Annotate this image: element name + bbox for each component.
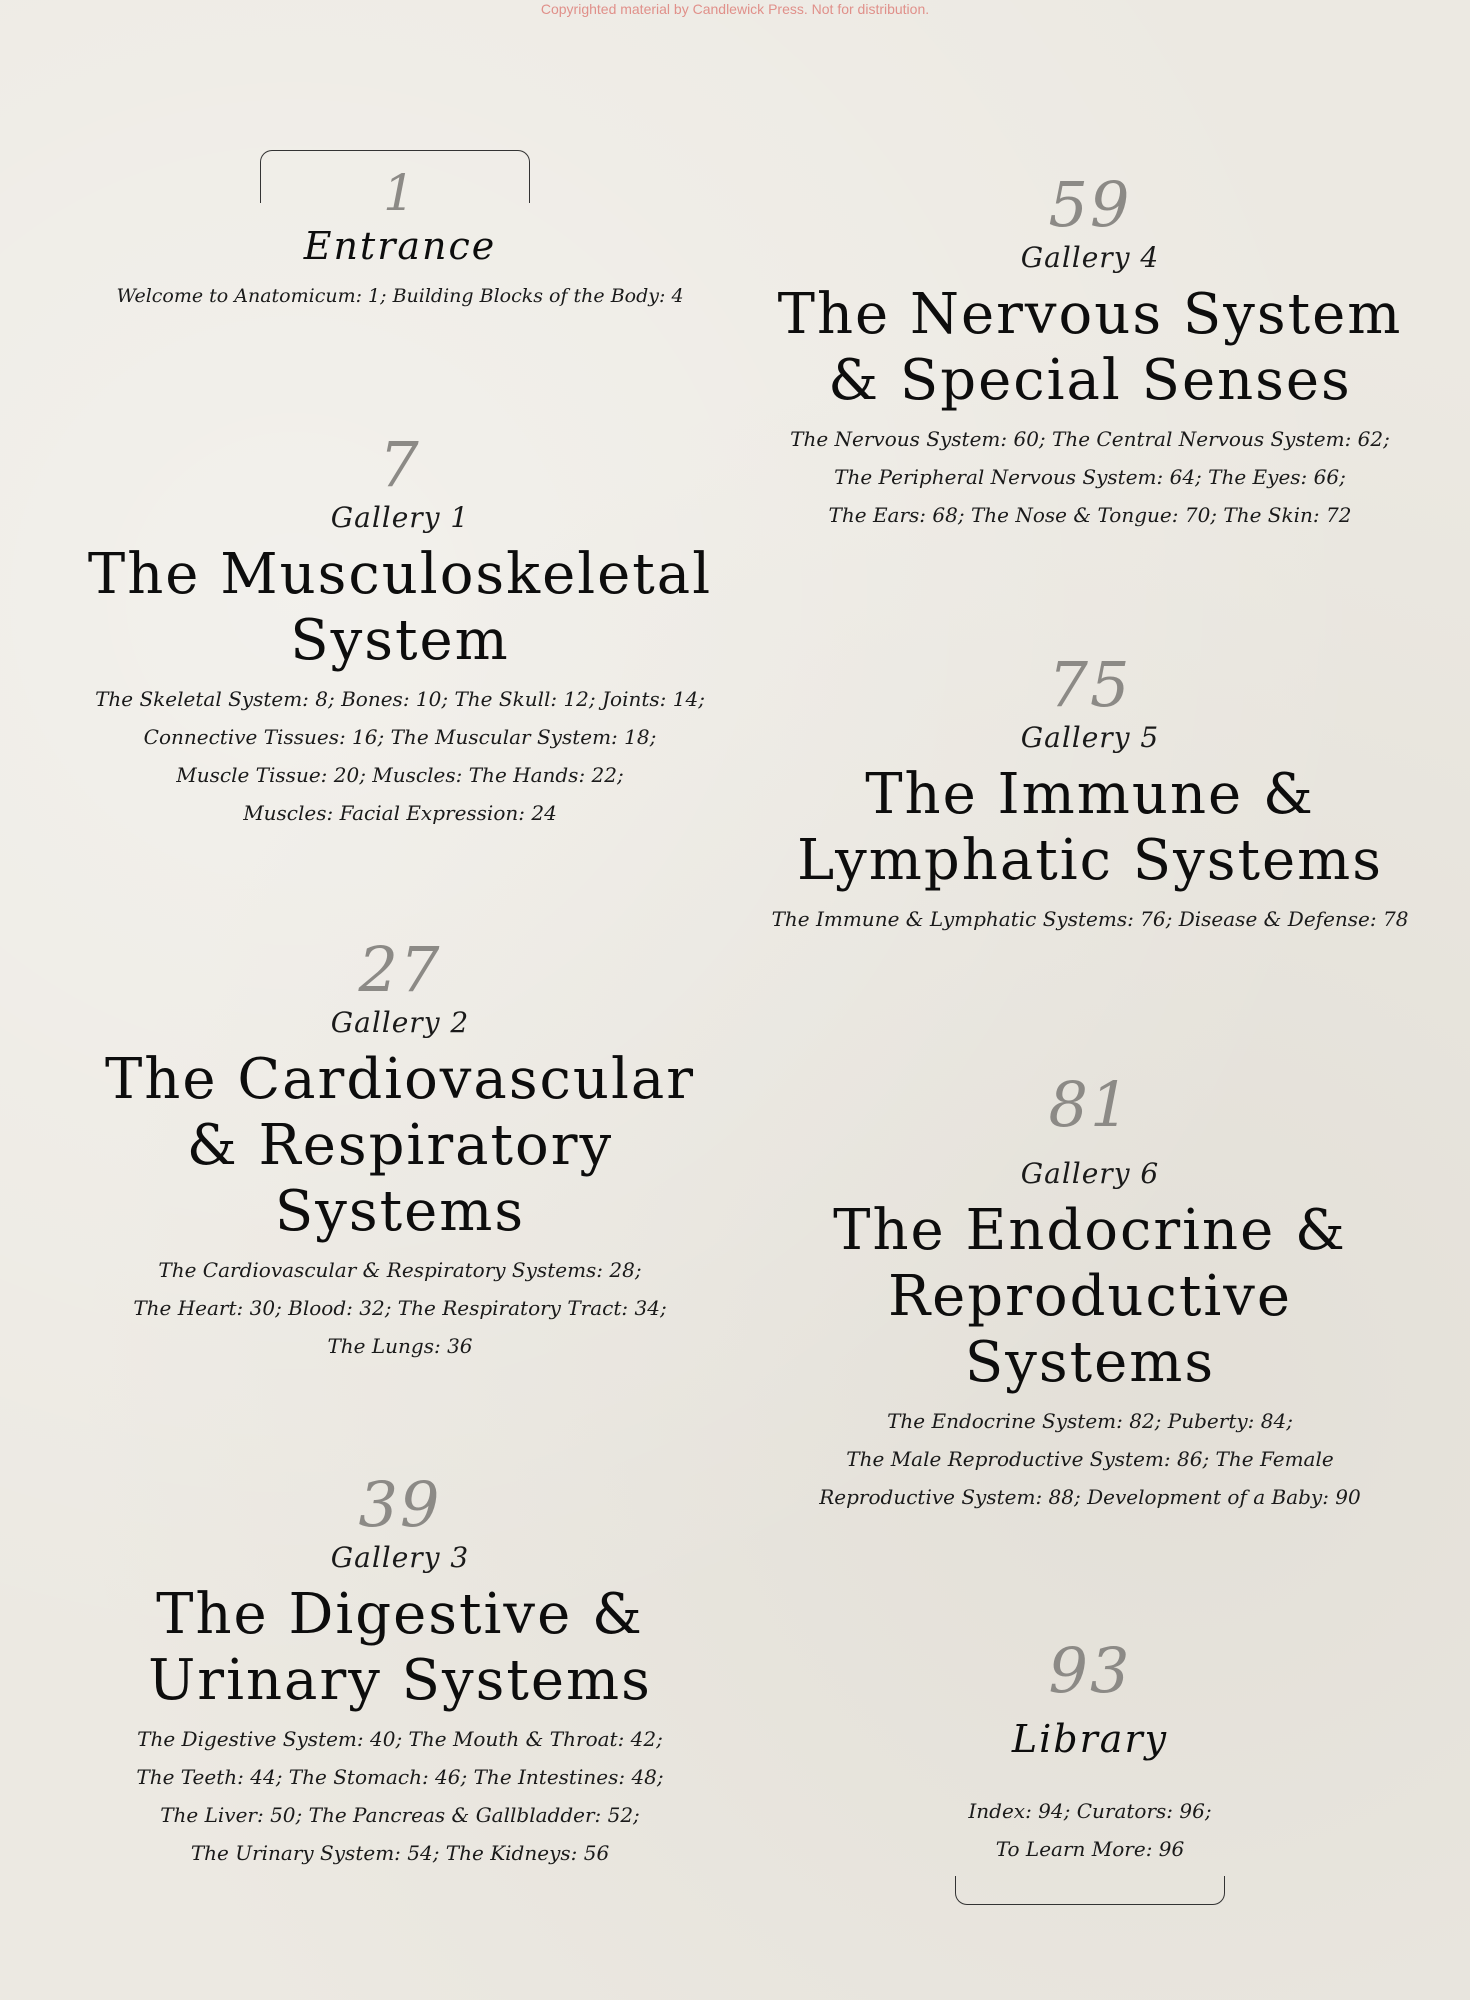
title-line: The Nervous System (777, 282, 1403, 347)
title-line: Systems (274, 1179, 526, 1244)
gallery-label: Gallery 1 (330, 501, 470, 534)
title-line: Lymphatic Systems (796, 828, 1384, 893)
subtopic-line: The Urinary System: 54; The Kidneys: 56 (190, 1841, 610, 1865)
subtopic-line: The Nervous System: 60; The Central Nervous System: 62; (790, 427, 1390, 451)
title-line: & Special Senses (828, 348, 1352, 413)
toc-entry-entrance[interactable] (60, 165, 740, 315)
section-title (750, 282, 1430, 414)
gallery-label: Gallery 4 (1020, 241, 1160, 274)
title-line: The Endocrine & (833, 1198, 1347, 1263)
toc-entry-gallery-1[interactable] (60, 430, 740, 832)
subtopic-list (60, 1251, 740, 1365)
title-line: The Cardiovascular (104, 1047, 696, 1112)
subtopic-list (60, 1720, 740, 1872)
subtopic-line: The Endocrine System: 82; Puberty: 84; (887, 1409, 1293, 1433)
section-title (60, 1582, 740, 1714)
subtopic-line: The Skeletal System: 8; Bones: 10; The Skull: 12; Joints: 14; (95, 687, 705, 711)
section-title: Entrance (303, 224, 497, 268)
section-title: Library (1011, 1717, 1169, 1761)
page-number: 7 (379, 428, 421, 501)
subtopic-list (750, 1792, 1430, 1868)
subtopic-line: Muscles: Facial Expression: 24 (243, 801, 557, 825)
page-number: 93 (1048, 1634, 1132, 1707)
subtopic-list (60, 277, 740, 315)
subtopic-list (750, 1402, 1430, 1516)
title-line: System (290, 608, 510, 673)
title-line: The Immune & (865, 762, 1315, 827)
section-title (750, 762, 1430, 894)
page-number: 39 (358, 1468, 442, 1541)
page-number: 27 (358, 933, 442, 1006)
page-number: 75 (1048, 648, 1132, 721)
subtopic-line: Connective Tissues: 16; The Muscular System: 18; (143, 725, 657, 749)
subtopic-list (750, 900, 1430, 938)
subtopic-line: The Digestive System: 40; The Mouth & Throat: 42; (137, 1727, 663, 1751)
subtopic-line: Welcome to Anatomicum: 1; Building Blocks of the Body: 4 (116, 285, 684, 307)
subtopic-line: Reproductive System: 88; Development of a Baby: 90 (819, 1485, 1361, 1509)
subtopic-line: The Lungs: 36 (327, 1334, 473, 1358)
toc-entry-gallery-4[interactable] (750, 170, 1430, 534)
subtopic-line: The Ears: 68; The Nose & Tongue: 70; The Skin: 72 (828, 503, 1352, 527)
toc-entry-gallery-2[interactable] (60, 935, 740, 1365)
subtopic-line: The Cardiovascular & Respiratory Systems: 28; (158, 1258, 642, 1282)
subtopic-line: To Learn More: 96 (995, 1837, 1185, 1861)
page-number: 59 (1048, 168, 1132, 241)
title-line: The Digestive & (156, 1582, 644, 1647)
copyright-watermark: Copyrighted material by Candlewick Press. Not for distribution. (540, 1, 930, 17)
bottom-bracket-ornament (955, 1876, 1225, 1905)
page-number: 81 (1048, 1068, 1132, 1141)
title-line: Systems (964, 1330, 1216, 1395)
toc-right-column (750, 0, 1430, 2000)
toc-entry-gallery-6[interactable] (750, 1070, 1430, 1516)
gallery-label: Gallery 2 (330, 1006, 470, 1039)
subtopic-line: The Male Reproductive System: 86; The Female (846, 1447, 1334, 1471)
subtopic-line: Muscle Tissue: 20; Muscles: The Hands: 22; (176, 763, 624, 787)
toc-entry-gallery-5[interactable] (750, 650, 1430, 938)
page-number: 1 (383, 164, 417, 222)
title-line: Reproductive (887, 1264, 1293, 1329)
title-line: & Respiratory (186, 1113, 614, 1178)
subtopic-line: The Liver: 50; The Pancreas & Gallbladder: 52; (160, 1803, 640, 1827)
section-title (60, 1047, 740, 1245)
subtopic-list (60, 680, 740, 832)
title-line: Urinary Systems (148, 1648, 652, 1713)
subtopic-line: The Peripheral Nervous System: 64; The Eyes: 66; (834, 465, 1346, 489)
toc-entry-gallery-3[interactable] (60, 1470, 740, 1872)
subtopic-line: The Heart: 30; Blood: 32; The Respiratory Tract: 34; (133, 1296, 667, 1320)
gallery-label: Gallery 6 (1020, 1157, 1160, 1190)
subtopic-line: The Immune & Lymphatic Systems: 76; Disease & Defense: 78 (771, 907, 1409, 931)
toc-entry-library[interactable] (750, 1636, 1430, 1868)
section-title (60, 542, 740, 674)
toc-left-column (60, 0, 740, 2000)
subtopic-line: Index: 94; Curators: 96; (968, 1799, 1212, 1823)
gallery-label: Gallery 5 (1020, 721, 1160, 754)
gallery-label: Gallery 3 (330, 1541, 470, 1574)
subtopic-line: The Teeth: 44; The Stomach: 46; The Intestines: 48; (136, 1765, 664, 1789)
subtopic-list (750, 420, 1430, 534)
title-line: The Musculoskeletal (87, 542, 713, 607)
section-title (750, 1198, 1430, 1396)
